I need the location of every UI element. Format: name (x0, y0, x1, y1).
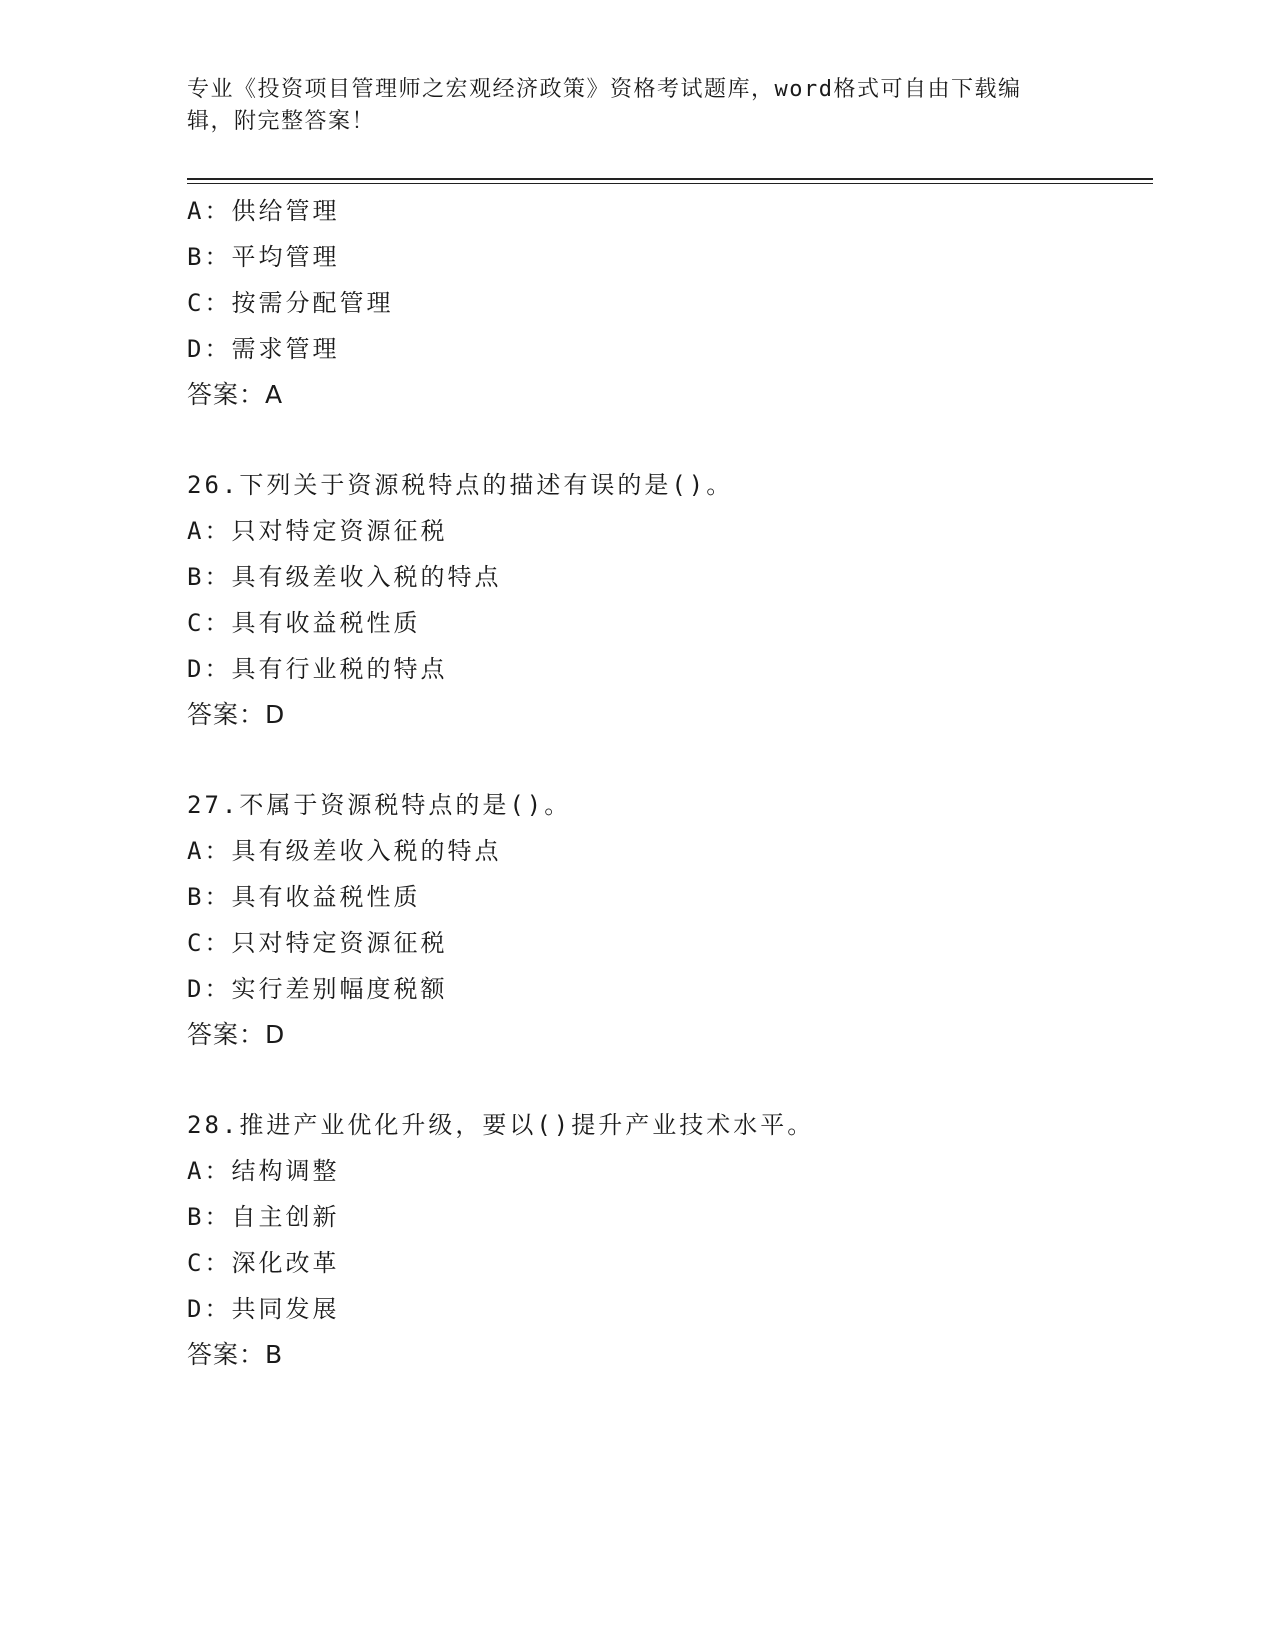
option-b: B：自主创新 (187, 1203, 340, 1231)
option-d: D：需求管理 (187, 335, 340, 363)
option-d: D：实行差别幅度税额 (187, 975, 448, 1003)
option-c: C：具有收益税性质 (187, 609, 421, 637)
option-d: D：共同发展 (187, 1295, 340, 1323)
answer-line: 答案：A (187, 380, 284, 409)
option-a: A：供给管理 (187, 197, 340, 225)
header-divider (187, 178, 1153, 184)
answer-line: 答案：B (187, 1340, 284, 1369)
option-b: B：具有级差收入税的特点 (187, 563, 502, 591)
question-block (187, 188, 1153, 418)
option-a: A：结构调整 (187, 1157, 340, 1185)
question-text: 26.下列关于资源税特点的描述有误的是()。 (187, 471, 734, 499)
question-text: 27.不属于资源税特点的是()。 (187, 791, 572, 819)
option-b: B：平均管理 (187, 243, 340, 271)
question-text: 28.推进产业优化升级，要以()提升产业技术水平。 (187, 1111, 815, 1139)
question-block (187, 782, 1153, 1058)
option-c: C：只对特定资源征税 (187, 929, 448, 957)
option-c: C：深化改革 (187, 1249, 340, 1277)
question-list (187, 188, 1153, 1378)
answer-line: 答案：D (187, 1020, 286, 1049)
option-d: D：具有行业税的特点 (187, 655, 448, 683)
option-c: C：按需分配管理 (187, 289, 394, 317)
answer-line: 答案：D (187, 700, 286, 729)
option-a: A：只对特定资源征税 (187, 517, 448, 545)
option-b: B：具有收益税性质 (187, 883, 421, 911)
question-block (187, 462, 1153, 738)
question-block (187, 1102, 1153, 1378)
option-a: A：具有级差收入税的特点 (187, 837, 502, 865)
document-header: 专业《投资项目管理师之宏观经济政策》资格考试题库，word格式可自由下载编辑，附完整答案！ (187, 77, 1022, 134)
